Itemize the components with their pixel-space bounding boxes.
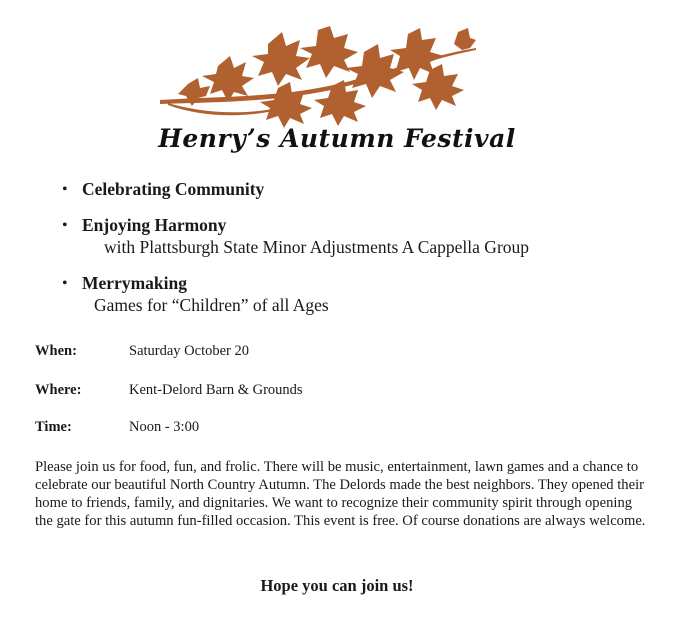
list-item	[60, 214, 529, 258]
list-item	[60, 272, 529, 316]
where-value: Kent-Delord Barn & Grounds	[129, 382, 303, 398]
festival-title: Henry’s Autumn Festival	[158, 124, 516, 153]
invitation-paragraph: Please join us for food, fun, and frolic. There will be music, entertainment, lawn games and a chance to celebrate our beautiful North Country Autumn. The Delords made the best neighbors. They opened their home to friends, family, and dignitaries. We want to recognize their community spirit through opening the gate for this autumn fun-filled occasion. This event is free. Of course donations are always welcome.	[35, 459, 646, 529]
bullet-icon: •	[62, 275, 68, 292]
highlight-heading: Merrymaking	[82, 273, 187, 293]
bullet-icon: •	[62, 217, 68, 234]
highlight-detail: with Plattsburgh State Minor Adjustments A Cappella Group	[104, 237, 530, 257]
highlights-list	[60, 178, 529, 330]
time-label: Time:	[35, 419, 72, 435]
when-label: When:	[35, 343, 77, 359]
list-item	[60, 178, 529, 200]
time-value: Noon - 3:00	[129, 419, 200, 435]
highlight-detail: Games for “Children” of all Ages	[94, 295, 329, 315]
where-label: Where:	[35, 382, 82, 398]
closing-line: Hope you can join us!	[260, 576, 414, 595]
bullet-icon: •	[62, 181, 68, 198]
when-value: Saturday October 20	[129, 343, 249, 359]
highlight-heading: Enjoying Harmony	[82, 215, 227, 235]
autumn-leaves-illustration	[158, 26, 478, 130]
highlight-heading: Celebrating Community	[82, 179, 265, 199]
